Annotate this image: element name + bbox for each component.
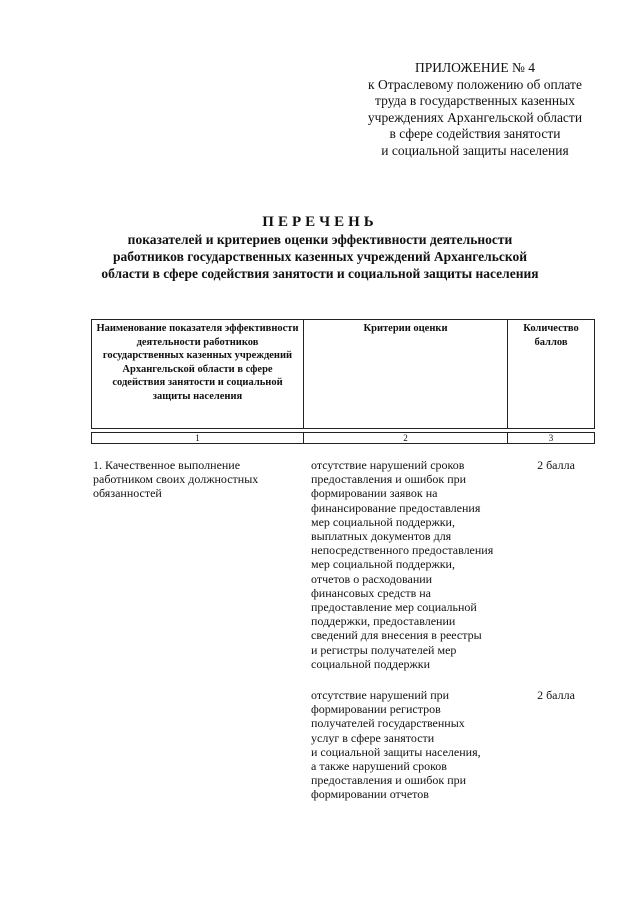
row-1-indicator [93, 458, 293, 501]
column-number: 1 [92, 433, 304, 444]
row-2-criterion [311, 688, 507, 802]
criterion-line: формировании регистров [311, 702, 441, 717]
criterion-line: формировании отчетов [311, 787, 429, 802]
criterion-line: и социальной защиты населения, [311, 744, 481, 759]
criterion-line: финансирование предоставления [311, 500, 481, 515]
title-word: ПЕРЕЧЕНЬ [262, 214, 378, 230]
criterion-line: а также нарушений сроков [311, 759, 447, 774]
indicator-line: 1. Качественное выполнение [93, 458, 241, 472]
criterion-line: непосредственного предоставления [311, 543, 494, 558]
subtitle-line: области в сфере содействия занятости и социальной защиты населения [101, 266, 539, 281]
row-1-score: 2 балла [537, 458, 575, 472]
appendix-line: труда в государственных казенных [375, 93, 575, 108]
criterion-line: отсутствие нарушений сроков [311, 458, 465, 472]
row-1-criterion [311, 458, 507, 671]
criterion-line: мер социальной поддержки, [311, 557, 455, 572]
appendix-line: и социальной защиты населения [381, 142, 569, 158]
indicator-line: обязанностей [93, 486, 162, 501]
column-number: 2 [304, 433, 508, 444]
criterion-line: предоставления и ошибок при [311, 773, 467, 788]
column-number: 3 [508, 433, 595, 444]
appendix-line: ПРИЛОЖЕНИЕ № 4 [414, 60, 536, 75]
criterion-line: услуг в сфере занятости [311, 730, 435, 745]
indicator-line: работником своих должностных [93, 472, 259, 487]
subtitle-line: работников государственных казенных учреждений Архангельской [112, 249, 528, 264]
appendix-line: в сфере содействия занятости [389, 126, 561, 141]
header-indicator: Наименование показателя эффективности деятельности работников государственных казенных учреждений Архангельской области в сфере содействия занятости и социальной защиты населения [92, 320, 304, 429]
column-numbers-row [91, 432, 595, 444]
document-title [60, 213, 580, 282]
criterion-line: предоставление мер социальной [311, 600, 477, 615]
appendix-line: к Отраслевому положению об оплате [368, 76, 582, 92]
header-criteria: Критерии оценки [304, 320, 508, 429]
appendix-heading [330, 60, 620, 159]
criterion-line: формировании заявок на [311, 486, 438, 501]
header-score: Количество баллов [508, 320, 595, 429]
criterion-line: предоставления и ошибок при [311, 472, 467, 487]
criterion-line: социальной поддержки [311, 656, 431, 671]
criterion-line: отсутствие нарушений при [311, 688, 450, 702]
subtitle-line: показателей и критериев оценки эффективности деятельности [127, 232, 513, 247]
appendix-line: учреждениях Архангельской области [367, 109, 583, 125]
criterion-line: выплатных документов для [311, 529, 452, 544]
criterion-line: финансовых средств на [311, 585, 432, 600]
criterion-line: поддержки, предоставлении [311, 614, 456, 629]
criterion-line: отчетов о расходовании [311, 571, 433, 586]
criterion-line: и регистры получателей мер [311, 642, 457, 657]
row-2-score: 2 балла [537, 688, 575, 702]
criterion-line: мер социальной поддержки, [311, 514, 455, 529]
criterion-line: получателей государственных [311, 716, 465, 731]
criterion-line: сведений для внесения в реестры [311, 628, 482, 643]
table-header [91, 319, 595, 429]
